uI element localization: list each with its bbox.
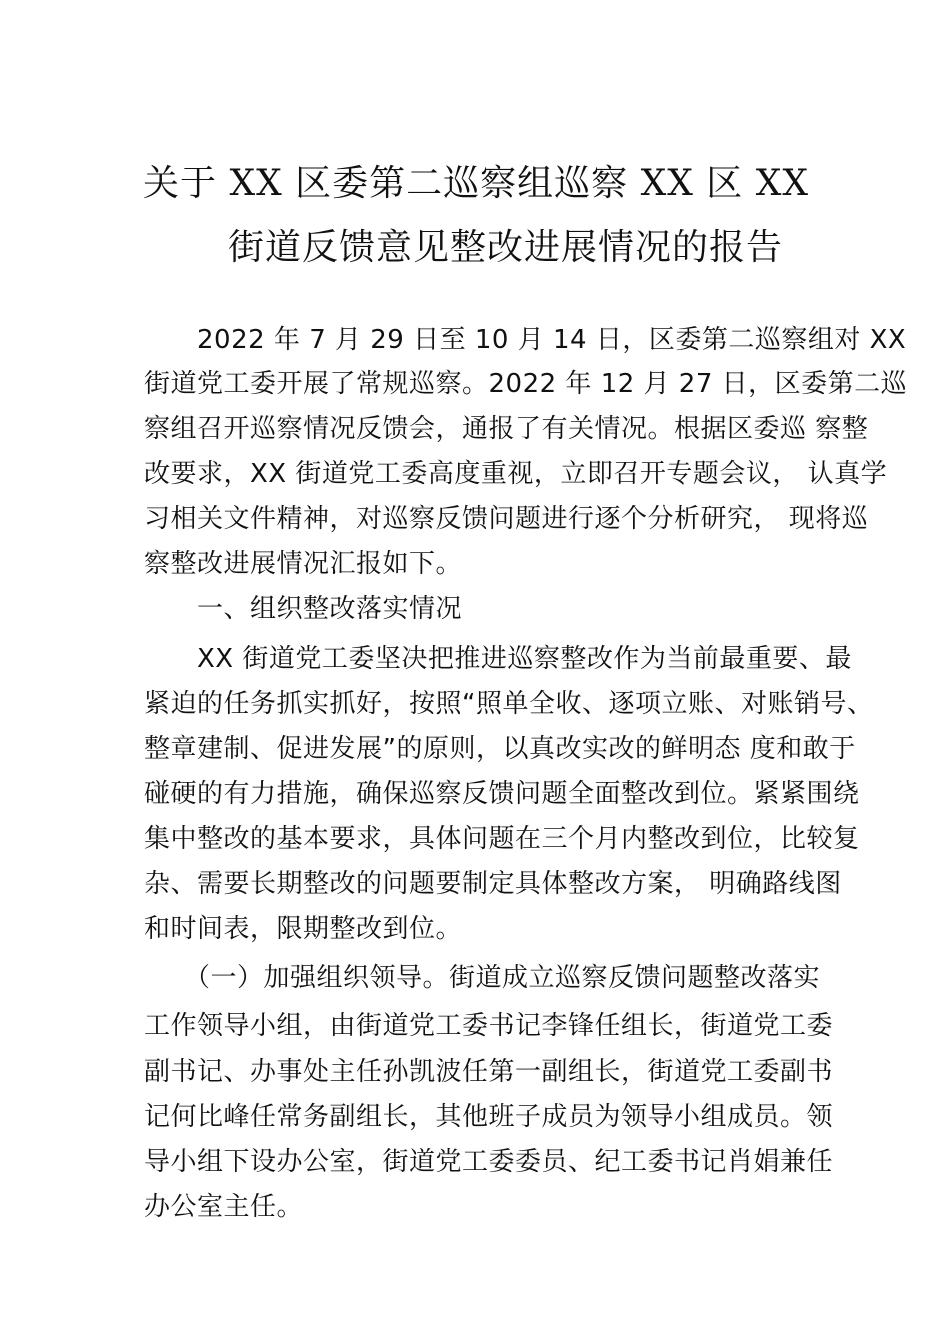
body-line: 记何比峰任常务副组长，其他班子成员为领导小组成员。领 [144, 1102, 834, 1132]
body-line: 察整改进展情况汇报如下。 [144, 549, 463, 579]
section-heading: 一、组织整改落实情况 [144, 594, 463, 624]
body-line: 碰硬的有力措施，确保巡察反馈问题全面整改到位。紧紧围绕 [144, 779, 860, 809]
document-title-line-1: 关于 XX 区委第二巡察组巡察 XX 区 XX [143, 163, 809, 204]
document-title-line-2: 街道反馈意见整改进展情况的报告 [228, 227, 784, 268]
body-line: 副书记、办事处主任孙凯波任第一副组长，街道党工委副书 [144, 1057, 834, 1087]
body-line: 改要求，XX 街道党工委高度重视，立即召开专题会议， 认真学 [144, 459, 888, 489]
body-line: 街道党工委开展了常规巡察。2022 年 12 月 27 日，区委第二巡 [144, 369, 908, 399]
body-line: 习相关文件精神，对巡察反馈问题进行逐个分析研究， 现将巡 [144, 504, 869, 534]
body-line: 导小组下设办公室，街道党工委委员、纪工委书记肖娟兼任 [144, 1147, 834, 1177]
body-line: 办公室主任。 [144, 1192, 304, 1222]
body-line: 察组召开巡察情况反馈会，通报了有关情况。根据区委巡 察整 [144, 414, 869, 444]
body-line: XX 街道党工委坚决把推进巡察整改作为当前最重要、最 [144, 644, 852, 674]
body-line: 2022 年 7 月 29 日至 10 月 14 日，区委第二巡察组对 XX [144, 325, 907, 355]
body-line: 和时间表，限期整改到位。 [144, 914, 463, 944]
body-line: （一）加强组织领导。街道成立巡察反馈问题整改落实 [144, 963, 821, 993]
body-line: 杂、需要长期整改的问题要制定具体整改方案， 明确路线图 [144, 869, 842, 899]
body-line: 整章建制、促进发展”的原则，以真改实改的鲜明态 度和敢于 [144, 734, 856, 764]
body-line: 工作领导小组，由街道党工委书记李锋任组长，街道党工委 [144, 1011, 834, 1041]
body-line: 紧迫的任务抓实抓好，按照“照单全收、逐项立账、对账销号、 [144, 689, 874, 719]
body-line: 集中整改的基本要求，具体问题在三个月内整改到位，比较复 [144, 824, 860, 854]
